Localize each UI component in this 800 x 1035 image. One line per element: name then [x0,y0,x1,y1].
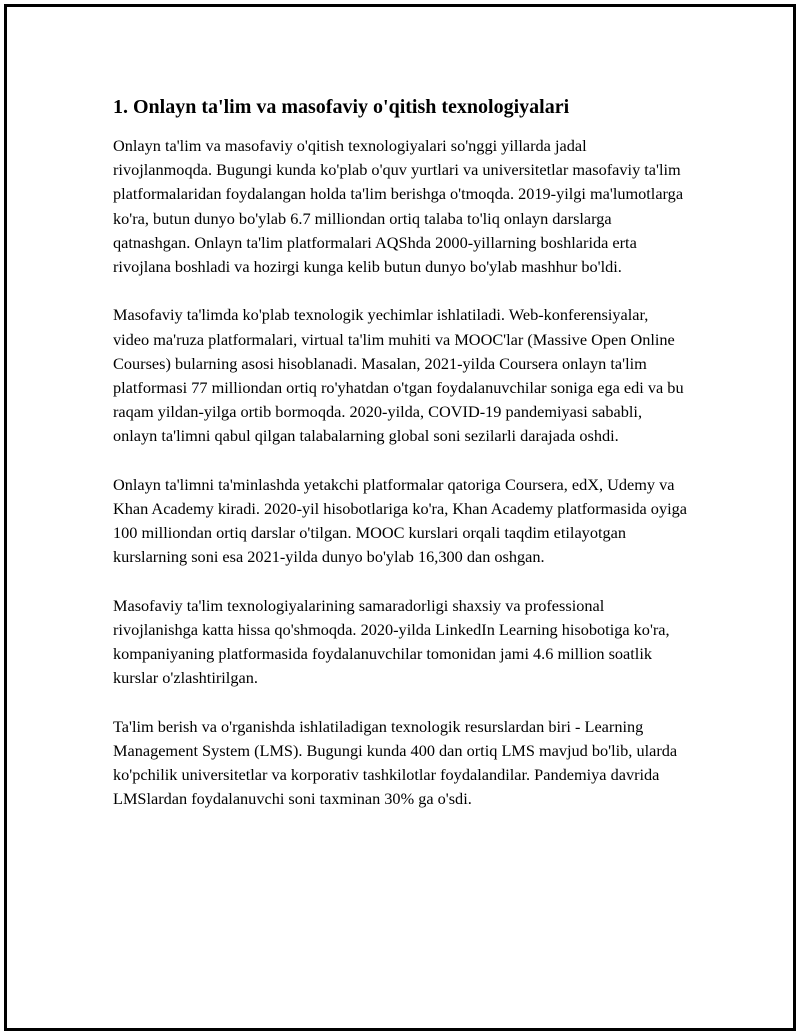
paragraph-3: Onlayn ta'limni ta'minlashda yetakchi platformalar qatoriga Coursera, edX, Udemy va Khan Academy kiradi. 2020-yil hisobotlariga ko'ra, Khan Academy platformasida oyiga 100 milliondan ortiq darslar o'tilgan. MOOC kurslari orqali taqdim etilayotgan kurslarning soni esa 2021-yilda dunyo bo'ylab 16,300 dan oshgan. [113,474,687,567]
paragraph-1: Onlayn ta'lim va masofaviy o'qitish texnologiyalari so'nggi yillarda jadal rivojlanmoqda. Bugungi kunda ko'plab o'quv yurtlari va universitetlar masofaviy ta'lim platformalaridan foydalangan holda ta'lim berishga o'tmoqda. 2019-yilgi ma'lumotlarga ko'ra, butun dunyo bo'ylab 6.7 milliondan ortiq talaba to'liq onlayn darslarga qatnashgan. Onlayn ta'lim platformalari AQShda 2000-yillarning boshlarida erta rivojlana boshladi va hozirgi kunga kelib butun dunyo bo'ylab mashhur bo'ldi. [113,136,684,277]
paragraph-4: Masofaviy ta'lim texnologiyalarining samaradorligi shaxsiy va professional rivojlanishga katta hissa qo'shmoqda. 2020-yilda LinkedIn Learning hisobotiga ko'ra, kompaniyaning platformasida foydalanuvchilar tomonidan jami 4.6 million soatlik kurslar o'zlashtirilgan. [113,595,670,688]
document-body [113,93,688,836]
paragraph-2: Masofaviy ta'limda ko'plab texnologik yechimlar ishlatiladi. Web-konferensiyalar, video ma'ruza platformalari, virtual ta'lim muhiti va MOOC'lar (Massive Open Online Courses) bularning asosi hisoblanadi. Masalan, 2021-yilda Coursera onlayn ta'lim platformasi 77 milliondan ortiq ro'yhatdan o'tgan foydalanuvchilar soniga ega edi va bu raqam yildan-yilga ortib bormoqda. 2020-yilda, COVID-19 pandemiyasi sababli, onlayn ta'limni qabul qilgan talabalarning global soni sezilarli darajada oshdi. [113,305,684,446]
section-heading: 1. Onlayn ta'lim va masofaviy o'qitish texnologiyalari [113,96,570,118]
paragraph-5: Ta'lim berish va o'rganishda ishlatiladigan texnologik resurslardan biri - Learning Management System (LMS). Bugungi kunda 400 dan ortiq LMS mavjud bo'lib, ularda ko'pchilik universitetlar va korporativ tashkilotlar foydalandilar. Pandemiya davrida LMSlardan foydalanuvchi soni taxminan 30% ga o'sdi. [113,716,678,809]
